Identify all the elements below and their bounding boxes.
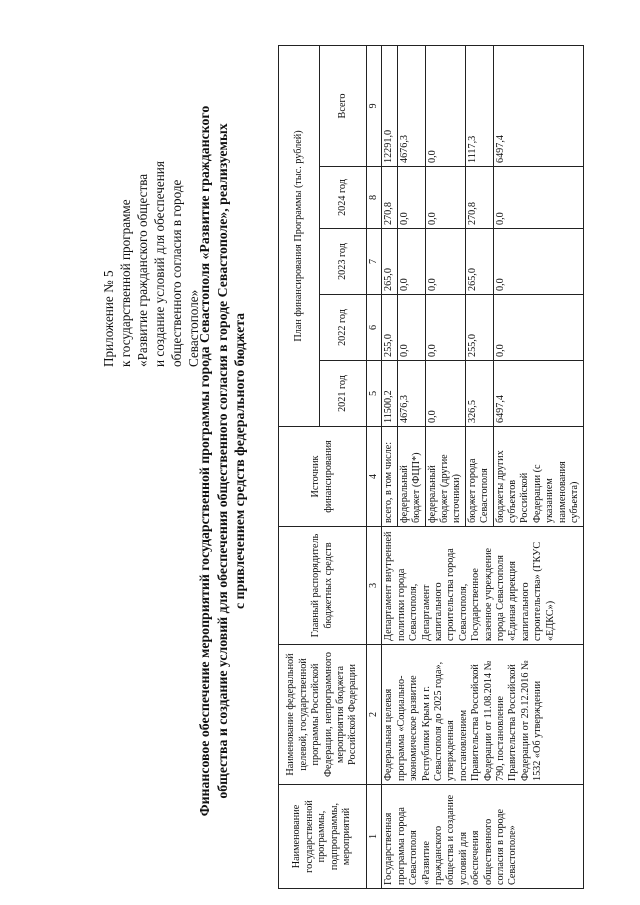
- appendix-line: к государственной программе: [118, 199, 133, 367]
- source-cell: федеральный бюджет (другие источники): [425, 427, 465, 527]
- value-total: 0,0: [425, 45, 465, 166]
- value-2024: 270,8: [465, 167, 493, 229]
- value-2021: 0,0: [425, 361, 465, 427]
- appendix-heading: [100, 67, 202, 367]
- value-2024: 270,8: [382, 167, 397, 229]
- column-number: 7: [367, 229, 382, 295]
- header-year-2021: 2021 год: [320, 361, 367, 427]
- column-number: 1: [367, 785, 382, 889]
- header-total: Всего: [320, 45, 367, 166]
- header-plan: План финансирования Программы (тыс. рублей): [279, 45, 320, 426]
- value-2022: 0,0: [493, 295, 583, 361]
- column-number: 3: [367, 527, 382, 645]
- value-2021: 326,5: [465, 361, 493, 427]
- value-2023: 265,0: [382, 229, 397, 295]
- appendix-line: Севастополе»: [186, 289, 201, 367]
- value-2023: 0,0: [397, 229, 425, 295]
- federal-program-cell: Федеральная целевая программа «Социально-экономическое развитие Республики Крым и г. Севастополя до 2025 года», утвержденная постановлением Правительства Российской Федерации от 11.08.2014 № 790, постановление Правительства Российской Федерации от 29.12.2016 № 1532 «Об утверждении: [382, 645, 583, 785]
- column-number: 4: [367, 427, 382, 527]
- distributor-cell: Департамент внутренней политики города Севастополя, Департамент капитального строительства города Севастополя, Государственное казенное учреждение города Севастополя «Единая дирекция капитального строительства» (ГКУС «ЕДКС»): [382, 527, 583, 645]
- value-2021: 4676,3: [397, 361, 425, 427]
- header-year-2023: 2023 год: [320, 229, 367, 295]
- value-2022: 0,0: [425, 295, 465, 361]
- value-2021: 6497,4: [493, 361, 583, 427]
- value-2022: 255,0: [382, 295, 397, 361]
- value-total: 6497,4: [493, 45, 583, 166]
- value-total: 4676,3: [397, 45, 425, 166]
- header-source: Источник финансирования: [279, 427, 367, 527]
- appendix-line: общественного согласия в городе: [169, 179, 184, 367]
- header-year-2024: 2024 год: [320, 167, 367, 229]
- value-2023: 0,0: [425, 229, 465, 295]
- value-2023: 0,0: [493, 229, 583, 295]
- source-cell: бюджеты других субъектов Российской Федерации (с указанием наименования субъекта): [493, 427, 583, 527]
- title-line: Финансовое обеспечение мероприятий государственной программы города Севастополя «Развитие гражданского: [197, 105, 212, 817]
- title-line: с привлечением средств федерального бюджета: [232, 312, 247, 610]
- source-cell: всего, в том числе:: [382, 427, 397, 527]
- title-line: общества и создание условий для обеспечения общественного согласия в городе Севастополе», реализуемых: [214, 123, 230, 799]
- appendix-line: и создание условий для обеспечения: [152, 161, 167, 367]
- value-2022: 255,0: [465, 295, 493, 361]
- value-total: 1117,3: [465, 45, 493, 166]
- value-2022: 0,0: [397, 295, 425, 361]
- value-2021: 11500,2: [382, 361, 397, 427]
- header-year-2022: 2022 год: [320, 295, 367, 361]
- header-federal-program: Наименование федеральной целевой, государственной программы Российской Федерации, непрограммного мероприятия бюджета Российской Федерации: [279, 645, 367, 785]
- value-2023: 265,0: [465, 229, 493, 295]
- table-row: [382, 45, 397, 888]
- header-program: Наименование государственной программы, подпрограммы, мероприятий: [279, 785, 367, 889]
- header-distributor: Главный распорядитель бюджетных средств: [279, 527, 367, 645]
- column-numbers-row: [367, 45, 382, 888]
- program-name-cell: Государственная программа города Севастополя «Развитие гражданского общества и создание условий для обеспечения общественного согласия в городе Севастополе»: [382, 785, 583, 889]
- value-2024: 0,0: [493, 167, 583, 229]
- value-2024: 0,0: [425, 167, 465, 229]
- source-cell: федеральный бюджет (ФЦП*): [397, 427, 425, 527]
- column-number: 5: [367, 361, 382, 427]
- value-2024: 0,0: [397, 167, 425, 229]
- value-total: 12291,0: [382, 45, 397, 166]
- source-cell: бюджет города Севастополя: [465, 427, 493, 527]
- column-number: 8: [367, 167, 382, 229]
- financing-table: [278, 45, 584, 889]
- header-row: [279, 45, 320, 888]
- column-number: 6: [367, 295, 382, 361]
- appendix-line: Приложение № 5: [101, 270, 116, 367]
- document-title: [196, 27, 249, 895]
- appendix-line: «Развитие гражданского общества: [135, 173, 150, 367]
- column-number: 9: [367, 45, 382, 166]
- column-number: 2: [367, 645, 382, 785]
